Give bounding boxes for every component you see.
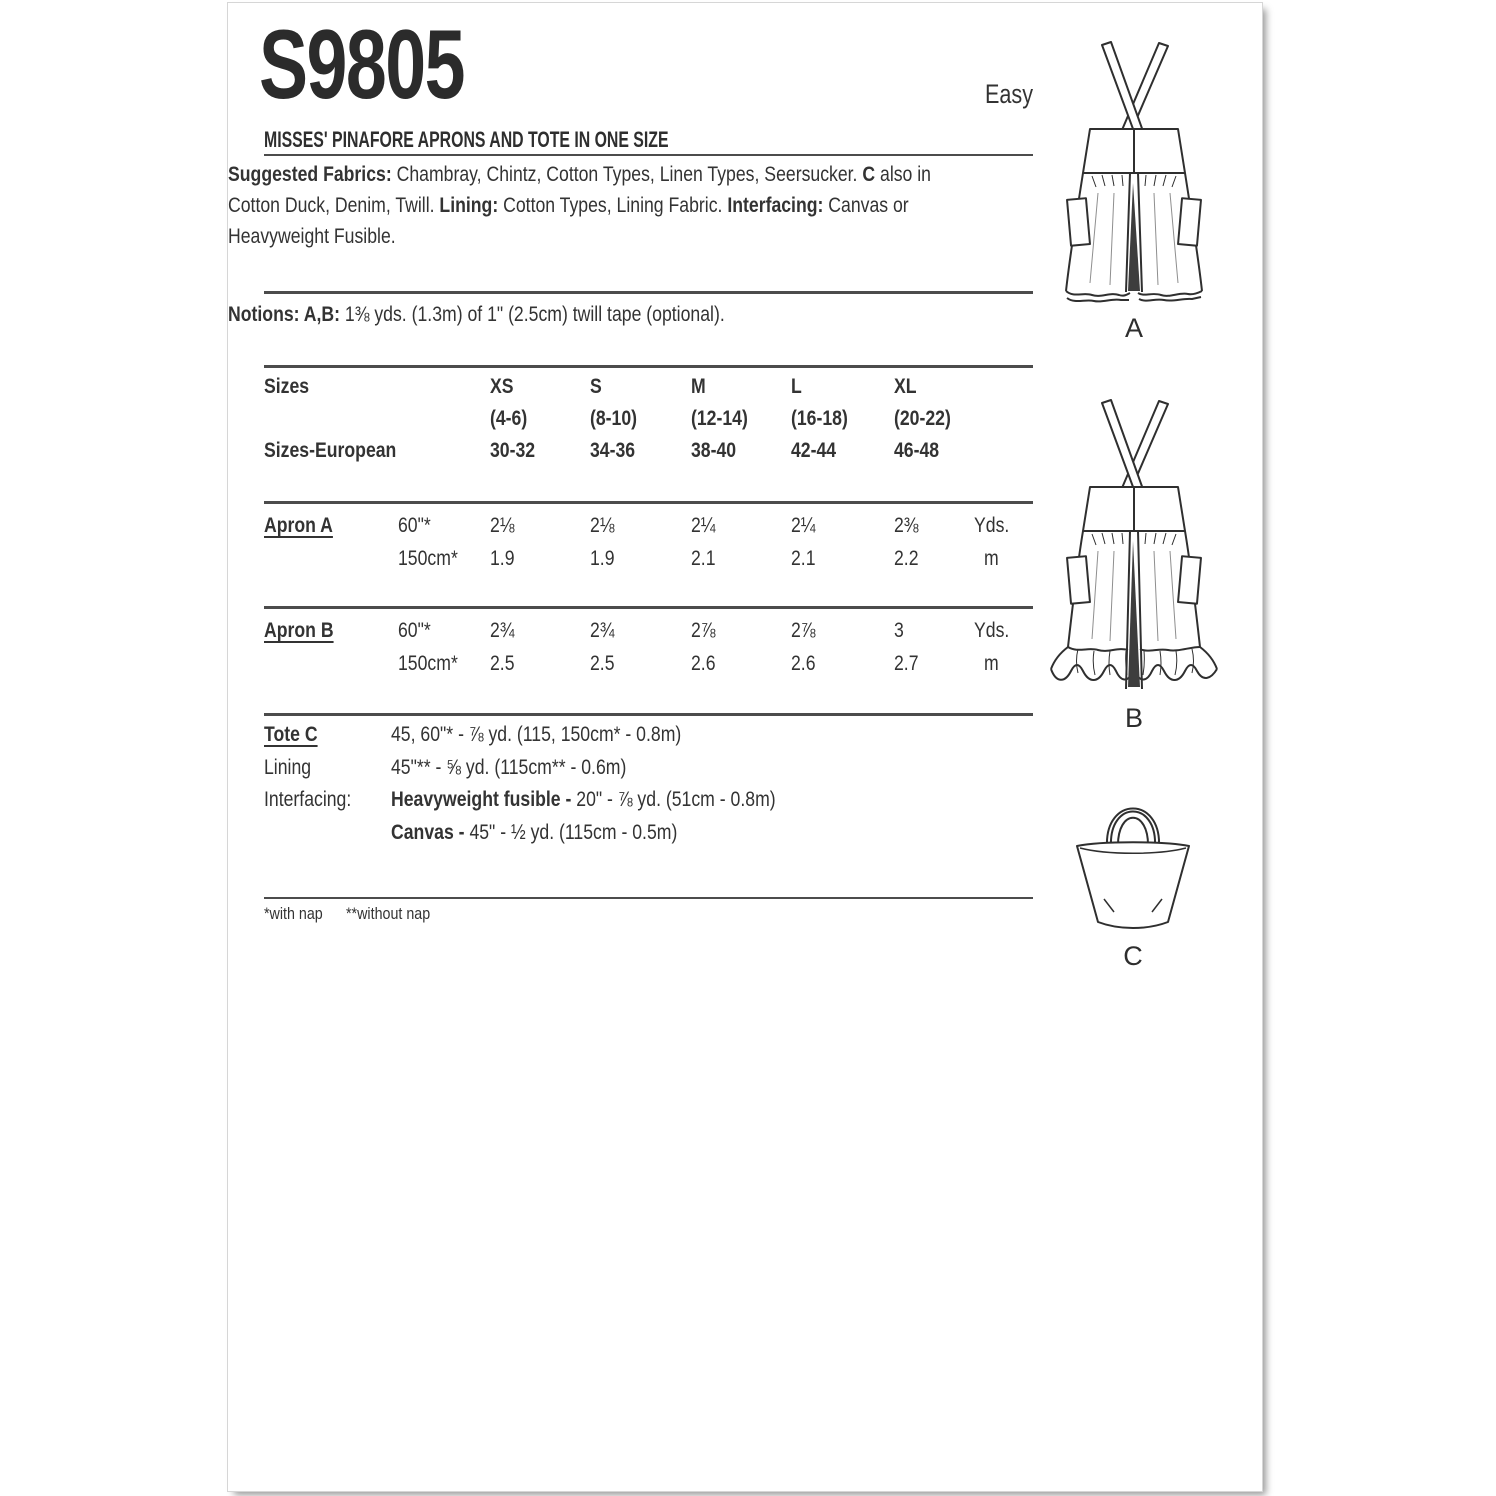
pattern-envelope-back xyxy=(227,2,1263,1492)
yardage-value: 2.1 xyxy=(691,547,716,570)
footnote-without-nap: **without nap xyxy=(346,904,431,923)
notions-heading: Notions: A,B: xyxy=(228,303,341,326)
size-range: (4-6) xyxy=(490,407,528,430)
size-range: (12-14) xyxy=(691,407,748,430)
footnote-with-nap: *with nap xyxy=(264,904,323,923)
view-a-label: A xyxy=(1124,313,1143,343)
fabrics-line-2 xyxy=(228,193,909,218)
unit-label: Yds. xyxy=(974,619,1010,642)
interfacing-yardage-1 xyxy=(391,787,776,812)
divider-above-sizes xyxy=(264,365,1033,368)
fabric-width: 150cm* xyxy=(398,652,458,675)
fabric-width: 150cm* xyxy=(398,547,458,570)
difficulty-label: Easy xyxy=(984,79,1033,109)
size-range: (8-10) xyxy=(590,407,638,430)
fabrics-line-1 xyxy=(228,162,931,187)
fabrics-heading: Suggested Fabrics: xyxy=(228,163,392,186)
divider-above-apron-a xyxy=(264,501,1033,504)
divider-above-apron-b xyxy=(264,606,1033,609)
lining-label: Lining xyxy=(264,756,312,779)
european-size: 46-48 xyxy=(894,439,940,462)
yardage-value: 2⅜ xyxy=(894,514,919,537)
unit-label: m xyxy=(984,652,999,675)
size-col-xl: XL xyxy=(894,375,917,398)
yardage-value: 2⅞ xyxy=(691,619,716,642)
fabrics-text: also in xyxy=(875,163,932,186)
lining-heading: Lining: xyxy=(439,194,499,217)
yardage-value: 2.6 xyxy=(691,652,716,675)
size-col-l: L xyxy=(791,375,802,398)
view-c-ref: C xyxy=(862,163,876,186)
sizes-label: Sizes xyxy=(264,375,310,398)
yardage-value: 2⅛ xyxy=(590,514,615,537)
yardage-value: 1.9 xyxy=(590,547,615,570)
interfacing-amount: 20" - ⅞ yd. (51cm - 0.8m) xyxy=(571,788,776,811)
interfacing-type: Canvas - xyxy=(391,821,465,844)
pattern-number: S9805 xyxy=(259,9,465,119)
divider-above-footnote xyxy=(264,897,1033,899)
yardage-value: 2.7 xyxy=(894,652,919,675)
yardage-value: 2¾ xyxy=(590,619,615,642)
size-col-s: S xyxy=(590,375,602,398)
fabrics-line-3 xyxy=(228,224,396,249)
apron-b-illustration xyxy=(1048,399,1220,699)
tote-yardage: 45, 60"* - ⅞ yd. (115, 150cm* - 0.8m) xyxy=(391,723,682,746)
notions-text: 1⅜ yds. (1.3m) of 1" (2.5cm) twill tape (optional). xyxy=(340,303,725,326)
tote-c-label: Tote C xyxy=(264,723,318,746)
size-range: (16-18) xyxy=(791,407,848,430)
interfacing-yardage-2 xyxy=(391,820,677,845)
yardage-value: 1.9 xyxy=(490,547,515,570)
size-col-m: M xyxy=(691,375,706,398)
apron-b-label: Apron B xyxy=(264,619,334,642)
fabric-width: 60"* xyxy=(398,619,431,642)
tote-c-illustration xyxy=(1071,784,1195,944)
yardage-value: 2.5 xyxy=(490,652,515,675)
apron-a-label: Apron A xyxy=(264,514,333,537)
european-size: 30-32 xyxy=(490,439,536,462)
view-b-label: B xyxy=(1124,703,1143,733)
divider-under-title xyxy=(264,154,1033,156)
european-size: 34-36 xyxy=(590,439,636,462)
interfacing-label: Interfacing: xyxy=(264,788,352,811)
european-sizes-label: Sizes-European xyxy=(264,439,397,462)
fabric-width: 60"* xyxy=(398,514,431,537)
european-size: 42-44 xyxy=(791,439,837,462)
yardage-value: 3 xyxy=(894,619,904,642)
yardage-value: 2.1 xyxy=(791,547,816,570)
interfacing-type: Heavyweight fusible - xyxy=(391,788,572,811)
yardage-value: 2.5 xyxy=(590,652,615,675)
view-c-label: C xyxy=(1123,941,1143,971)
yardage-value: 2⅛ xyxy=(490,514,515,537)
yardage-value: 2¾ xyxy=(490,619,515,642)
yardage-value: 2.6 xyxy=(791,652,816,675)
fabrics-text: Cotton Types, Lining Fabric. xyxy=(498,194,728,217)
unit-label: m xyxy=(984,547,999,570)
yardage-value: 2.2 xyxy=(894,547,919,570)
fabrics-text: Cotton Duck, Denim, Twill. xyxy=(228,194,440,217)
divider-above-notions xyxy=(264,291,1033,294)
lining-yardage: 45"** - ⅝ yd. (115cm** - 0.6m) xyxy=(391,756,627,779)
size-range: (20-22) xyxy=(894,407,951,430)
yardage-value: 2⅞ xyxy=(791,619,816,642)
size-col-xs: XS xyxy=(490,375,514,398)
unit-label: Yds. xyxy=(974,514,1010,537)
divider-above-tote xyxy=(264,713,1033,716)
notions-line xyxy=(228,302,725,327)
fabrics-text: Chambray, Chintz, Cotton Types, Linen Types, Seersucker. xyxy=(391,163,863,186)
european-size: 38-40 xyxy=(691,439,737,462)
apron-a-illustration xyxy=(1056,41,1212,307)
fabrics-text: Canvas or xyxy=(823,194,909,217)
interfacing-heading: Interfacing: xyxy=(727,194,824,217)
yardage-value: 2¼ xyxy=(691,514,716,537)
yardage-value: 2¼ xyxy=(791,514,816,537)
pattern-title: MISSES' PINAFORE APRONS AND TOTE IN ONE SIZE xyxy=(264,127,669,152)
fabrics-text: Heavyweight Fusible. xyxy=(228,225,396,248)
interfacing-amount: 45" - ½ yd. (115cm - 0.5m) xyxy=(464,821,678,844)
